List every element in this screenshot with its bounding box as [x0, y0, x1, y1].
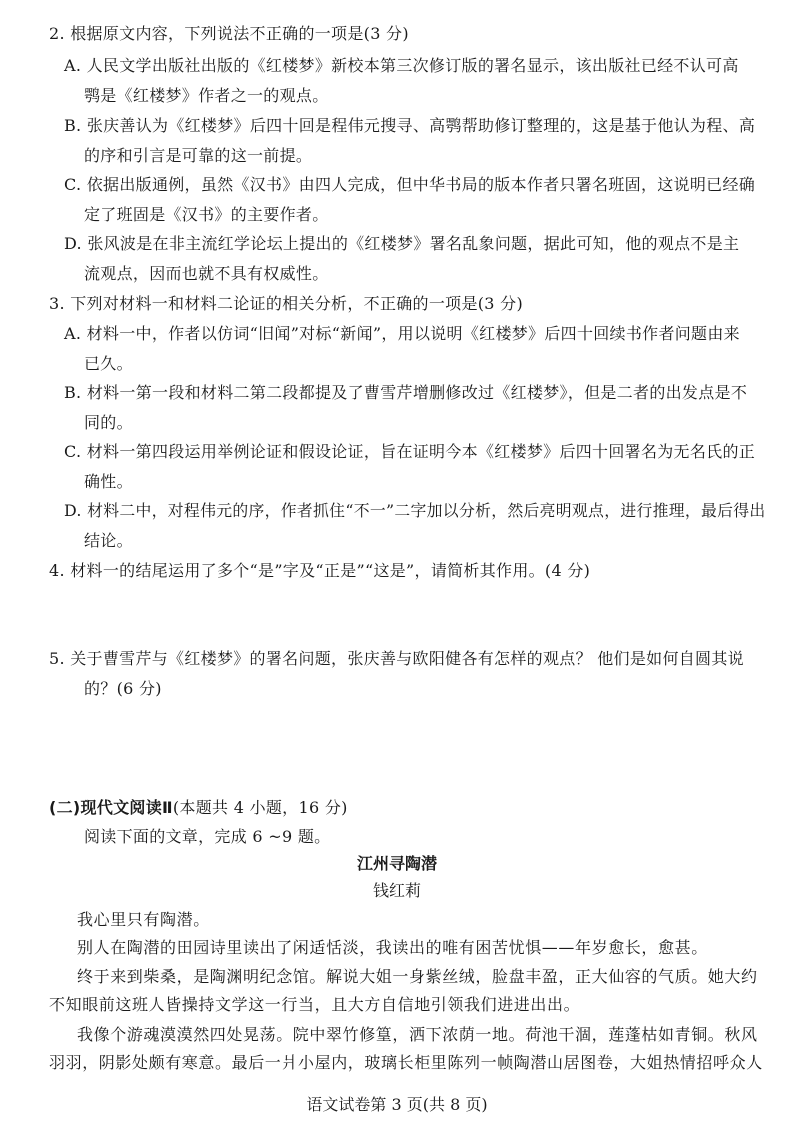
section-instruction: 阅读下面的文章，完成 6 ~9 题。 [84, 827, 331, 846]
q5-stem-line2: 的？(6 分) [84, 679, 162, 698]
article-author: 钱红莉 [372, 881, 421, 900]
q2-option-d-line2: 流观点，因而也就不具有权威性。 [84, 264, 329, 283]
q3-option-c-line2: 确性。 [84, 472, 133, 491]
q2-option-d-line1: D. 张风波是在非主流红学论坛上提出的《红楼梦》署名乱象问题，据此可知，他的观点不是主 [64, 234, 740, 253]
page-footer: 语文试卷第 3 页(共 8 页) [306, 1095, 488, 1114]
q3-option-d-line1: D. 材料二中，对程伟元的序，作者抓住“不一”二字加以分析，然后亮明观点，进行推理，最后得出 [64, 501, 766, 520]
q3-option-d-line2: 结论。 [84, 531, 133, 550]
article-paragraph-1: 我心里只有陶潜。 [77, 910, 210, 929]
section-title: (二)现代文阅读Ⅱ [49, 798, 173, 817]
article-paragraph-2: 别人在陶潜的田园诗里读出了闲适恬淡，我读出的唯有困苦忧惧——年岁愈长，愈甚。 [77, 938, 708, 957]
q5-stem-line1: 5. 关于曹雪芹与《红楼梦》的署名问题，张庆善与欧阳健各有怎样的观点？ 他们是如何自圆其说 [49, 649, 744, 668]
q3-option-c-line1: C. 材料一第四段运用举例论证和假设论证，旨在证明今本《红楼梦》后四十回署名为无名氏的正 [64, 442, 756, 461]
q3-option-b-line2: 同的。 [84, 413, 133, 432]
article-paragraph-3-line2: 不知眼前这班人皆操持文学这一行当，且大方自信地引领我们进进出出。 [49, 995, 581, 1014]
q4-stem: 4. 材料一的结尾运用了多个“是”字及“正是”“这是”，请简析其作用。(4 分) [49, 561, 591, 580]
q2-option-c-line1: C. 依据出版通例，虽然《汉书》由四人完成，但中华书局的版本作者只署名班固，这说明已经确 [64, 175, 756, 194]
q2-option-c-line2: 定了班固是《汉书》的主要作者。 [84, 205, 329, 224]
article-title: 江州寻陶潜 [356, 854, 437, 873]
q3-option-a-line2: 已久。 [84, 354, 133, 373]
q2-option-a-line1: A. 人民文学出版社出版的《红楼梦》新校本第三次修订版的署名显示，该出版社已经不认可高 [64, 56, 739, 75]
q3-option-b-line1: B. 材料一第一段和材料二第二段都提及了曹雪芹增删修改过《红楼梦》，但是二者的出发点是不 [64, 383, 748, 402]
q2-option-b-line1: B. 张庆善认为《红楼梦》后四十回是程伟元搜寻、高鹗帮助修订整理的，这是基于他认为程、高 [64, 116, 756, 135]
article-paragraph-4-line1: 我像个游魂漠漠然四处晃荡。院中翠竹修篁，洒下浓荫一地。荷池干涸，莲蓬枯如青铜。秋风 [77, 1025, 758, 1044]
q2-option-b-line2: 的序和引言是可靠的这一前提。 [84, 146, 313, 165]
q3-stem: 3. 下列对材料一和材料二论证的相关分析，不正确的一项是(3 分) [49, 294, 524, 313]
q2-option-a-line2: 鹗是《红楼梦》作者之一的观点。 [84, 86, 329, 105]
q3-option-a-line1: A. 材料一中，作者以仿词“旧闻”对标“新闻”，用以说明《红楼梦》后四十回续书作者问题由来 [64, 324, 740, 343]
article-paragraph-4-line2: 羽羽，阴影处颇有寒意。最后一爿小屋内，玻璃长柜里陈列一帧陶潜山居图卷，大姐热情招呼众人 [49, 1053, 763, 1072]
section-note: (本题共 4 小题，16 分) [172, 798, 348, 817]
q2-stem: 2. 根据原文内容，下列说法不正确的一项是(3 分) [49, 24, 409, 43]
section-heading [49, 797, 348, 819]
article-paragraph-3-line1: 终于来到柴桑，是陶渊明纪念馆。解说大姐一身紫丝绒，脸盘丰盈，正大仙容的气质。她大约 [77, 967, 758, 986]
